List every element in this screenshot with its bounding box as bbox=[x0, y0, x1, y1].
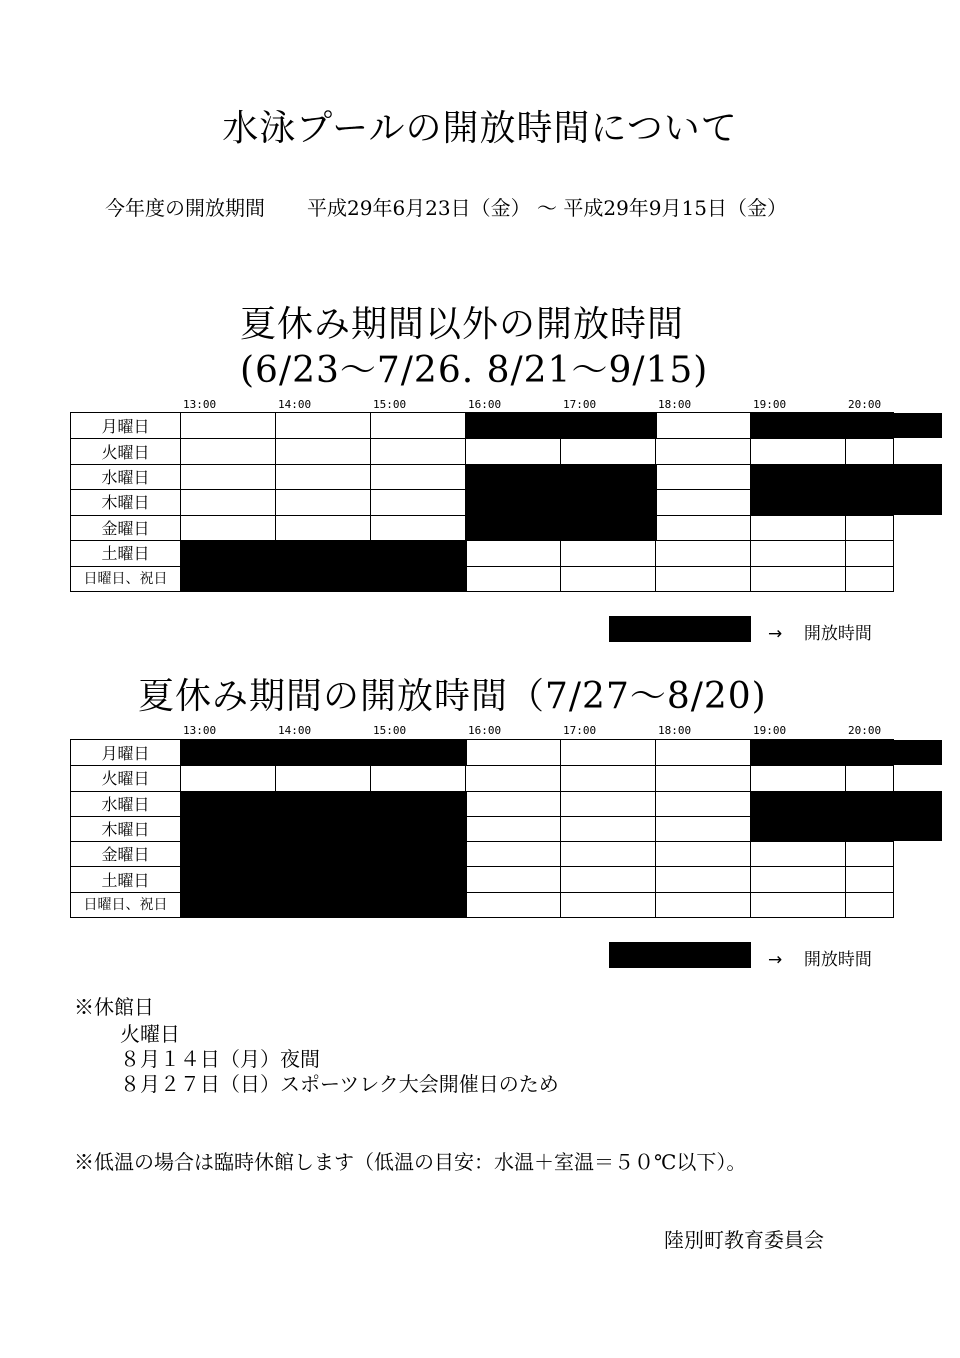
time-tick-label: 16:00 bbox=[468, 398, 502, 411]
time-slot-cell bbox=[846, 892, 893, 917]
time-tick-label: 18:00 bbox=[658, 724, 692, 737]
time-slot-cell bbox=[466, 740, 561, 765]
time-slot-cell bbox=[276, 464, 371, 489]
time-slot-cell bbox=[181, 515, 276, 540]
time-slot-cell bbox=[751, 438, 846, 463]
time-slot-cell bbox=[656, 866, 751, 891]
opening-period bbox=[105, 192, 787, 221]
schedule1-time-axis bbox=[0, 398, 960, 412]
open-time-block bbox=[751, 740, 942, 765]
time-tick-label: 20:00 bbox=[848, 398, 882, 411]
time-tick-label: 19:00 bbox=[753, 398, 787, 411]
time-slot-cell bbox=[371, 413, 466, 438]
schedule-row bbox=[71, 464, 893, 489]
time-slot-cell bbox=[466, 438, 561, 463]
schedule-row bbox=[71, 438, 893, 463]
closed-day-item: ８月２７日（日）スポーツレク大会開催日のため bbox=[120, 1072, 559, 1096]
time-slot-cell bbox=[371, 489, 466, 514]
time-slot-cell bbox=[371, 515, 466, 540]
time-tick-label: 13:00 bbox=[183, 398, 217, 411]
schedule2-table bbox=[70, 739, 894, 918]
legend2-swatch bbox=[609, 942, 751, 968]
time-slot-cell bbox=[371, 438, 466, 463]
time-slot-cell bbox=[276, 413, 371, 438]
schedule-row bbox=[71, 841, 893, 866]
schedule-row bbox=[71, 866, 893, 891]
schedule-row bbox=[71, 566, 893, 591]
time-slot-cell bbox=[656, 464, 751, 489]
time-tick-label: 14:00 bbox=[278, 398, 312, 411]
open-time-block bbox=[466, 464, 657, 489]
time-slot-cell bbox=[181, 464, 276, 489]
legend2-arrow: → bbox=[768, 950, 783, 970]
time-tick-label: 13:00 bbox=[183, 724, 217, 737]
time-slot-cell bbox=[751, 866, 846, 891]
time-slot-cell bbox=[276, 438, 371, 463]
time-slot-cell bbox=[466, 566, 561, 591]
schedule2-time-axis bbox=[0, 724, 960, 738]
time-slot-cell bbox=[656, 566, 751, 591]
schedule-row bbox=[71, 740, 893, 765]
time-slot-cell bbox=[466, 816, 561, 841]
time-slot-cell bbox=[181, 413, 276, 438]
legend1-swatch bbox=[609, 616, 751, 642]
open-time-block bbox=[181, 866, 467, 891]
time-slot-cell bbox=[656, 740, 751, 765]
time-slot-cell bbox=[656, 816, 751, 841]
day-label: 火曜日 bbox=[71, 765, 181, 790]
open-time-block bbox=[181, 816, 467, 841]
time-slot-cell bbox=[656, 892, 751, 917]
open-time-block bbox=[181, 740, 467, 765]
time-tick-label: 20:00 bbox=[848, 724, 882, 737]
time-slot-cell bbox=[466, 866, 561, 891]
time-slot-cell bbox=[751, 765, 846, 790]
time-slot-cell bbox=[561, 892, 656, 917]
time-slot-cell bbox=[656, 841, 751, 866]
period-separator: ～ bbox=[536, 196, 557, 220]
closed-day-item: ８月１４日（月）夜間 bbox=[120, 1047, 320, 1071]
time-slot-cell bbox=[371, 464, 466, 489]
time-slot-cell bbox=[846, 438, 893, 463]
schedule1-heading-line1: 夏休み期間以外の開放時間 bbox=[240, 304, 685, 345]
closed-day-item: 火曜日 bbox=[120, 1022, 180, 1046]
time-slot-cell bbox=[561, 566, 656, 591]
signature: 陸別町教育委員会 bbox=[664, 1228, 824, 1252]
time-slot-cell bbox=[846, 515, 893, 540]
schedule-row bbox=[71, 489, 893, 514]
open-time-block bbox=[751, 816, 942, 841]
period-end: 平成29年9月15日（金） bbox=[563, 196, 787, 220]
period-start: 平成29年6月23日（金） bbox=[307, 196, 531, 220]
open-time-block bbox=[751, 413, 942, 438]
schedule-row bbox=[71, 515, 893, 540]
time-slot-cell bbox=[846, 566, 893, 591]
schedule1-table bbox=[70, 412, 894, 592]
time-slot-cell bbox=[561, 816, 656, 841]
time-slot-cell bbox=[846, 841, 893, 866]
schedule1-heading-line2: (6/23～7/26. 8/21～9/15) bbox=[240, 350, 709, 391]
day-label: 土曜日 bbox=[71, 866, 181, 891]
time-slot-cell bbox=[561, 438, 656, 463]
open-time-block bbox=[466, 489, 657, 514]
schedule-row bbox=[71, 816, 893, 841]
time-slot-cell bbox=[561, 765, 656, 790]
page-title: 水泳プールの開放時間について bbox=[222, 108, 738, 149]
schedule-row bbox=[71, 765, 893, 790]
open-time-block bbox=[751, 791, 942, 816]
open-time-block bbox=[466, 515, 657, 540]
time-slot-cell bbox=[656, 489, 751, 514]
period-label: 今年度の開放期間 bbox=[105, 196, 265, 220]
open-time-block bbox=[181, 566, 467, 591]
time-slot-cell bbox=[561, 791, 656, 816]
time-slot-cell bbox=[751, 540, 846, 565]
time-tick-label: 14:00 bbox=[278, 724, 312, 737]
legend2-label bbox=[768, 945, 872, 970]
day-label: 月曜日 bbox=[71, 413, 181, 438]
open-time-block bbox=[181, 892, 467, 917]
open-time-block bbox=[181, 540, 467, 565]
time-slot-cell bbox=[751, 892, 846, 917]
time-slot-cell bbox=[751, 841, 846, 866]
day-label: 木曜日 bbox=[71, 489, 181, 514]
time-slot-cell bbox=[561, 740, 656, 765]
open-time-block bbox=[751, 464, 942, 489]
day-label: 土曜日 bbox=[71, 540, 181, 565]
time-slot-cell bbox=[656, 413, 751, 438]
time-tick-label: 17:00 bbox=[563, 398, 597, 411]
day-label: 水曜日 bbox=[71, 464, 181, 489]
time-tick-label: 15:00 bbox=[373, 398, 407, 411]
open-time-block bbox=[466, 413, 657, 438]
time-slot-cell bbox=[181, 765, 276, 790]
open-time-block bbox=[181, 841, 467, 866]
time-slot-cell bbox=[466, 841, 561, 866]
schedule-row bbox=[71, 540, 893, 565]
time-tick-label: 19:00 bbox=[753, 724, 787, 737]
time-slot-cell bbox=[371, 765, 466, 790]
closed-days-heading: ※休館日 bbox=[74, 995, 154, 1019]
day-label: 日曜日、祝日 bbox=[71, 892, 181, 917]
time-slot-cell bbox=[181, 438, 276, 463]
legend2-text: 開放時間 bbox=[803, 950, 872, 970]
time-slot-cell bbox=[846, 866, 893, 891]
time-slot-cell bbox=[466, 540, 561, 565]
time-slot-cell bbox=[276, 515, 371, 540]
low-temperature-note: ※低温の場合は臨時休館します（低温の目安：水温＋室温＝５０℃以下）。 bbox=[74, 1150, 747, 1174]
day-label: 金曜日 bbox=[71, 841, 181, 866]
time-tick-label: 18:00 bbox=[658, 398, 692, 411]
open-time-block bbox=[751, 489, 942, 514]
time-slot-cell bbox=[751, 566, 846, 591]
time-slot-cell bbox=[656, 515, 751, 540]
time-slot-cell bbox=[276, 765, 371, 790]
legend1-label bbox=[768, 619, 872, 644]
time-slot-cell bbox=[656, 765, 751, 790]
day-label: 火曜日 bbox=[71, 438, 181, 463]
time-slot-cell bbox=[561, 540, 656, 565]
legend1-arrow: → bbox=[768, 624, 783, 644]
time-slot-cell bbox=[561, 866, 656, 891]
day-label: 木曜日 bbox=[71, 816, 181, 841]
time-slot-cell bbox=[656, 540, 751, 565]
time-slot-cell bbox=[846, 765, 893, 790]
day-label: 金曜日 bbox=[71, 515, 181, 540]
time-slot-cell bbox=[466, 765, 561, 790]
time-tick-label: 15:00 bbox=[373, 724, 407, 737]
time-slot-cell bbox=[466, 791, 561, 816]
legend1-text: 開放時間 bbox=[803, 624, 872, 644]
time-slot-cell bbox=[466, 892, 561, 917]
schedule-row bbox=[71, 791, 893, 816]
time-slot-cell bbox=[656, 438, 751, 463]
time-slot-cell bbox=[181, 489, 276, 514]
time-slot-cell bbox=[656, 791, 751, 816]
time-tick-label: 16:00 bbox=[468, 724, 502, 737]
time-slot-cell bbox=[846, 540, 893, 565]
day-label: 水曜日 bbox=[71, 791, 181, 816]
day-label: 月曜日 bbox=[71, 740, 181, 765]
open-time-block bbox=[181, 791, 467, 816]
schedule-row bbox=[71, 413, 893, 438]
time-slot-cell bbox=[751, 515, 846, 540]
time-tick-label: 17:00 bbox=[563, 724, 597, 737]
schedule-row bbox=[71, 892, 893, 917]
time-slot-cell bbox=[276, 489, 371, 514]
day-label: 日曜日、祝日 bbox=[71, 566, 181, 591]
schedule2-heading: 夏休み期間の開放時間（7/27～8/20) bbox=[138, 676, 767, 717]
time-slot-cell bbox=[561, 841, 656, 866]
